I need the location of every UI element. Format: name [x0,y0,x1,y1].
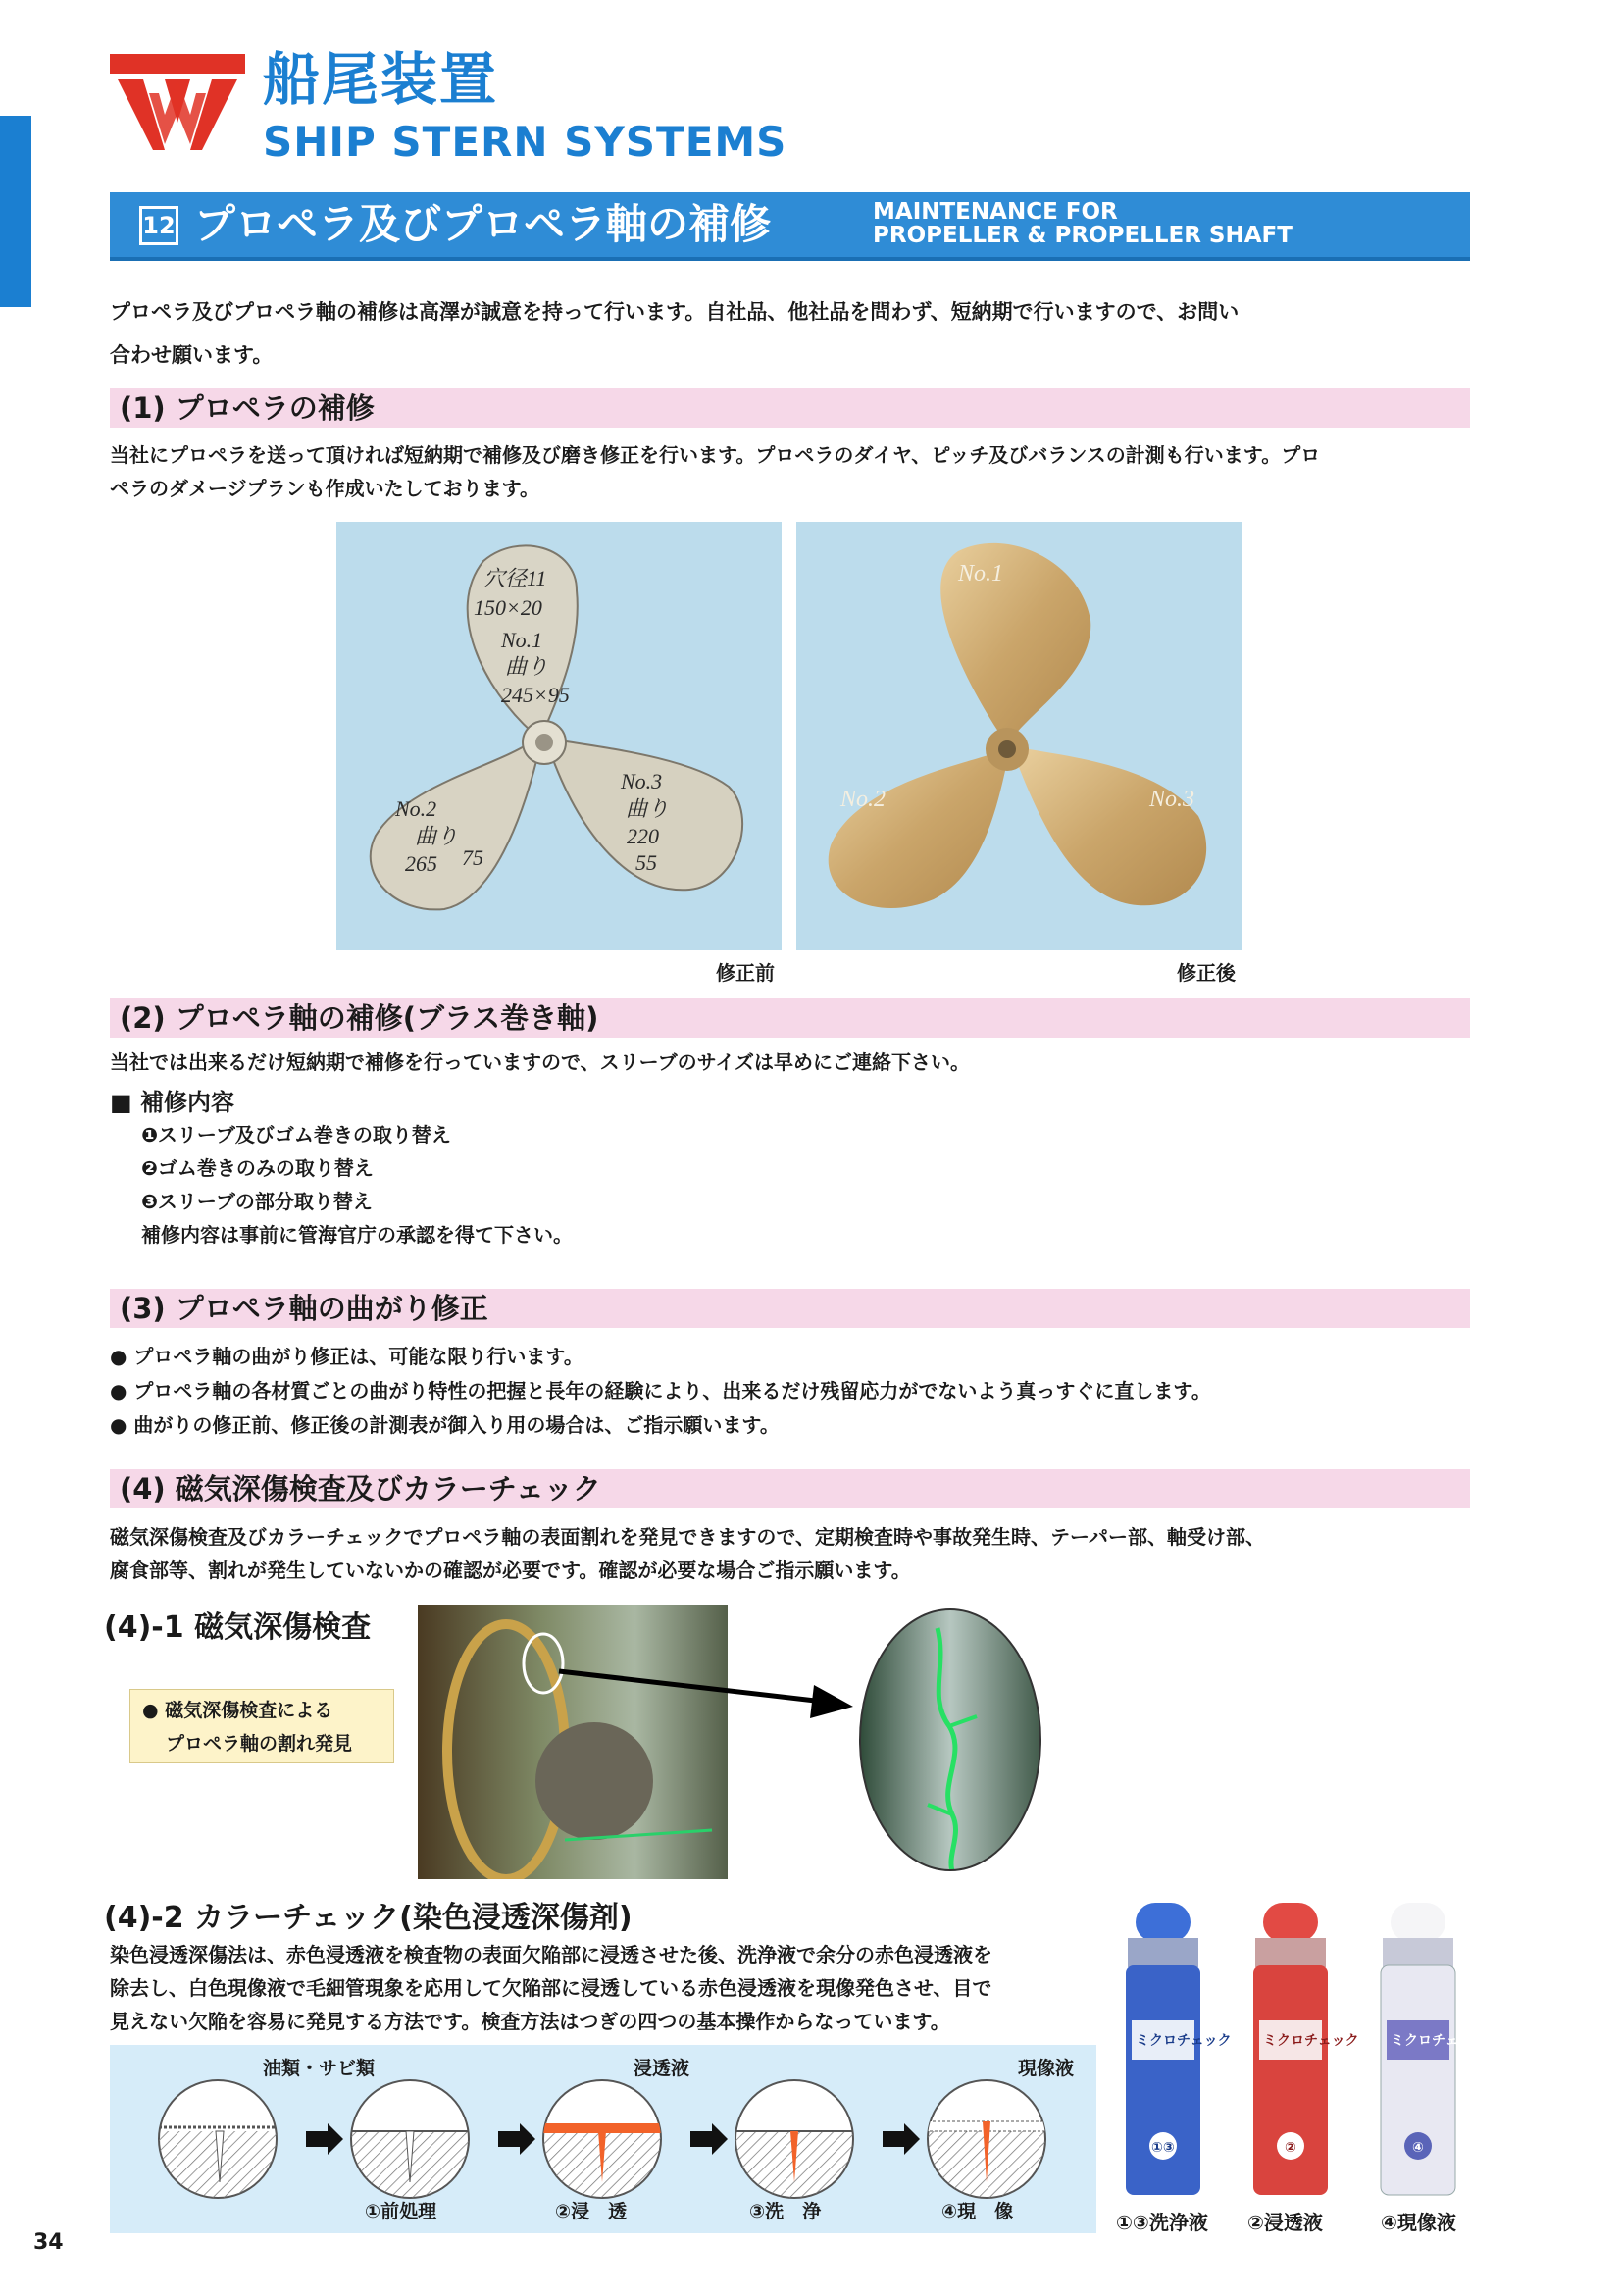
handwritten-mark: 曲り [505,654,549,679]
mt-callout [129,1689,394,1763]
can-badge: ④ [1412,2140,1424,2156]
label-oil-rust: 油類・サビ類 [263,2058,376,2079]
bullet-item: ● 曲がりの修正前、修正後の計測表が御入り用の場合は、ご指示願います。 [110,1413,780,1437]
section-title-en-line1: MAINTENANCE FOR [873,199,1118,225]
handwritten-mark: 曲り [626,796,670,821]
section-title-en [873,200,1293,247]
spray-cans-photo [1118,1893,1491,2207]
handwritten-mark: 220 [627,824,659,848]
handwritten-mark: 曲り [415,824,459,848]
handwritten-mark: No.2 [395,796,437,821]
brand-title-en: SHIP STERN SYSTEMS [263,118,787,166]
propeller-after-photo [796,522,1242,950]
arrow-icon [498,2123,535,2155]
handwritten-mark: No.3 [1149,787,1195,812]
can-badge: ② [1285,2140,1296,2156]
callout-line: ● 磁気深傷検査による [142,1700,333,1721]
section-title-jp: プロペラ及びプロペラ軸の補修 [194,200,772,248]
text-line: 見えない欠陥を容易に発見する方法です。検査方法はつぎの四つの基本操作からなっています。 [110,2010,950,2033]
can-brand: ミクロチェック [1391,2033,1487,2049]
subheading-inspection: (4) 磁気深傷検査及びカラーチェック [110,1469,1470,1508]
step-cleaning: ③洗 浄 [749,2201,822,2222]
text-line: ペラのダメージプランも作成いたしております。 [110,477,539,500]
handwritten-mark: 55 [635,850,657,875]
caption-before: 修正前 [716,961,775,985]
can-badge: ①③ [1151,2140,1175,2156]
repair-list-item: ❶スリーブ及びゴム巻きの取り替え [141,1123,451,1147]
inspection-text [110,1520,1478,1587]
section-banner [110,192,1470,261]
step-pretreatment: ①前処理 [365,2201,437,2222]
callout-line: プロペラ軸の割れ発見 [166,1733,353,1755]
handwritten-mark: 265 [405,851,437,876]
company-logo [110,54,245,164]
propeller-before-photo [336,522,782,950]
intro-line: 合わせ願います。 [110,343,274,367]
handwritten-mark: 75 [462,845,483,870]
brand-title-jp: 船尾装置 [263,46,499,113]
can-label-cleaner: ①③洗浄液 [1116,2211,1208,2234]
handwritten-mark: No.1 [501,628,543,652]
subheading-propeller-repair: (1) プロペラの補修 [110,388,1470,428]
text-line: 除去し、白色現像液で毛細管現象を応用して欠陥部に浸透している赤色浸透液を現像発色させ、目で [110,1976,992,2000]
caption-after: 修正後 [1177,961,1236,985]
text-line: 腐食部等、割れが発生していないかの確認が必要です。確認が必要な場合ご指示願います。 [110,1558,911,1582]
shaft-repair-text: 当社では出来るだけ短納期で補修を行っていますので、スリーブのサイズは早めにご連絡下さい。 [110,1050,970,1074]
text-line: 磁気深傷検査及びカラーチェックでプロペラ軸の表面割れを発見できますので、定期検査時や事故発生時、テーパー部、軸受け部、 [110,1525,1265,1549]
repair-list-item: ❷ゴム巻きのみの取り替え [141,1156,374,1180]
pt-text [110,1938,1100,2038]
section-number: 12 [139,206,178,245]
repair-list-item: ❸スリーブの部分取り替え [141,1190,373,1213]
repair-list-title: ■ 補修内容 [110,1089,235,1116]
side-index-tab [0,116,31,307]
pt-title: (4)-2 カラーチェック(染色浸透深傷剤) [104,1901,633,1935]
subheading-shaft-straightening: (3) プロペラ軸の曲がり修正 [110,1289,1470,1328]
text-line: 当社にプロペラを送って頂ければ短納期で補修及び磨き修正を行います。プロペラのダイヤ、ピッチ及びバランスの計測も行います。プロ [110,443,1321,467]
label-penetrant: 浸透液 [634,2058,690,2079]
mt-title: (4)-1 磁気深傷検査 [104,1610,372,1645]
can-brand: ミクロチェック [1136,2033,1232,2049]
step-developing: ④現 像 [941,2201,1014,2222]
mt-inspection-photo [418,1605,728,1879]
zoom-arrow [549,1658,863,1726]
page-number: 34 [33,2230,64,2255]
bullet-item: ● プロペラ軸の曲がり修正は、可能な限り行います。 [110,1345,583,1368]
repair-note: 補修内容は事前に管海官庁の承認を得て下さい。 [141,1223,573,1247]
bullet-item: ● プロペラ軸の各材質ごとの曲がり特性の把握と長年の経験により、出来るだけ残留応力がでないよう真っすぐに直します。 [110,1379,1211,1403]
handwritten-mark: 150×20 [474,595,542,620]
arrow-icon [306,2123,343,2155]
spray-can-cleaner [1126,1903,1232,2195]
intro-line: プロペラ及びプロペラ軸の補修は高澤が誠意を持って行います。自社品、他社品を問わず、短納期で行いますので、お問い [110,300,1240,324]
handwritten-mark: 245×95 [501,683,570,707]
handwritten-mark: No.1 [958,561,1004,587]
crack-closeup-photo [859,1608,1041,1871]
step-penetration: ②浸 透 [555,2201,628,2222]
straightening-bullets [110,1340,1211,1443]
text-line: 染色浸透深傷法は、赤色浸透液を検査物の表面欠陥部に浸透させた後、洗浄液で余分の赤色浸透液を [110,1943,992,1966]
handwritten-mark: 穴径11 [483,566,547,590]
spray-can-penetrant [1253,1903,1359,2195]
handwritten-mark: No.3 [621,769,663,793]
label-developer: 現像液 [1018,2058,1075,2079]
spray-can-developer [1381,1903,1487,2195]
subheading-shaft-repair: (2) プロペラ軸の補修(ブラス巻き軸) [110,998,1470,1038]
can-label-penetrant: ②浸透液 [1247,2211,1323,2234]
repair-list [141,1118,573,1251]
intro-paragraph [110,290,1478,377]
handwritten-mark: No.2 [840,787,887,812]
can-label-developer: ④現像液 [1381,2211,1456,2234]
section-title-en-line2: PROPELLER & PROPELLER SHAFT [873,223,1293,248]
can-brand: ミクロチェック [1263,2033,1359,2049]
arrow-icon [883,2123,920,2155]
arrow-icon [690,2123,728,2155]
propeller-repair-text [110,438,1478,505]
